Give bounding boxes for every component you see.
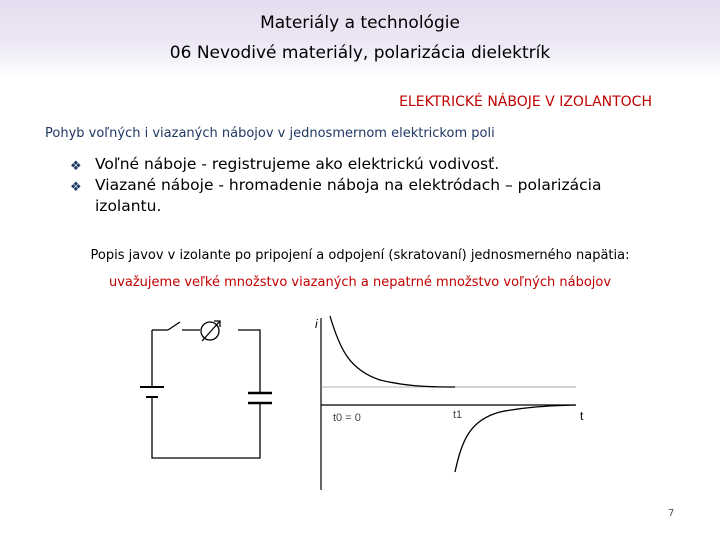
circuit-wire (152, 397, 260, 458)
slide-title: Materiály a technológie (260, 13, 460, 33)
current-graph (315, 316, 584, 490)
x-axis-label: t (580, 409, 584, 423)
slide-subtitle: 06 Nevodivé materiály, polarizácia dielektrík (169, 43, 551, 63)
note-text: uvažujeme veľké množstvo viazaných a nepatrné množstvo voľných nábojov (108, 275, 612, 290)
t0-label: t0 = 0 (333, 412, 361, 424)
intro-text: Pohyb voľných i viazaných nábojov v jednosmernom elektrickom poli (45, 126, 495, 141)
charging-curve (330, 316, 455, 387)
switch-lever (168, 322, 180, 330)
y-axis-label: i (315, 317, 318, 331)
discharge-curve (455, 405, 575, 472)
circuit-wire (238, 330, 260, 393)
section-heading: ELEKTRICKÉ NÁBOJE V IZOLANTOCH (399, 94, 652, 110)
diamond-bullet-icon: ❖ (70, 159, 82, 174)
bullet-text: Voľné náboje - registrujeme ako elektrickú vodivosť. (95, 155, 500, 173)
page-number: 7 (668, 508, 675, 519)
diamond-bullet-icon: ❖ (70, 180, 82, 195)
t1-label: t1 (453, 409, 463, 421)
description-text: Popis javov v izolante po pripojení a odpojení (skratovaní) jednosmerného napätia: (90, 248, 630, 263)
bullet-text: Viazané náboje - hromadenie náboja na elektródach – polarizácia izolantu. (95, 176, 602, 215)
circuit-diagram (140, 321, 272, 458)
